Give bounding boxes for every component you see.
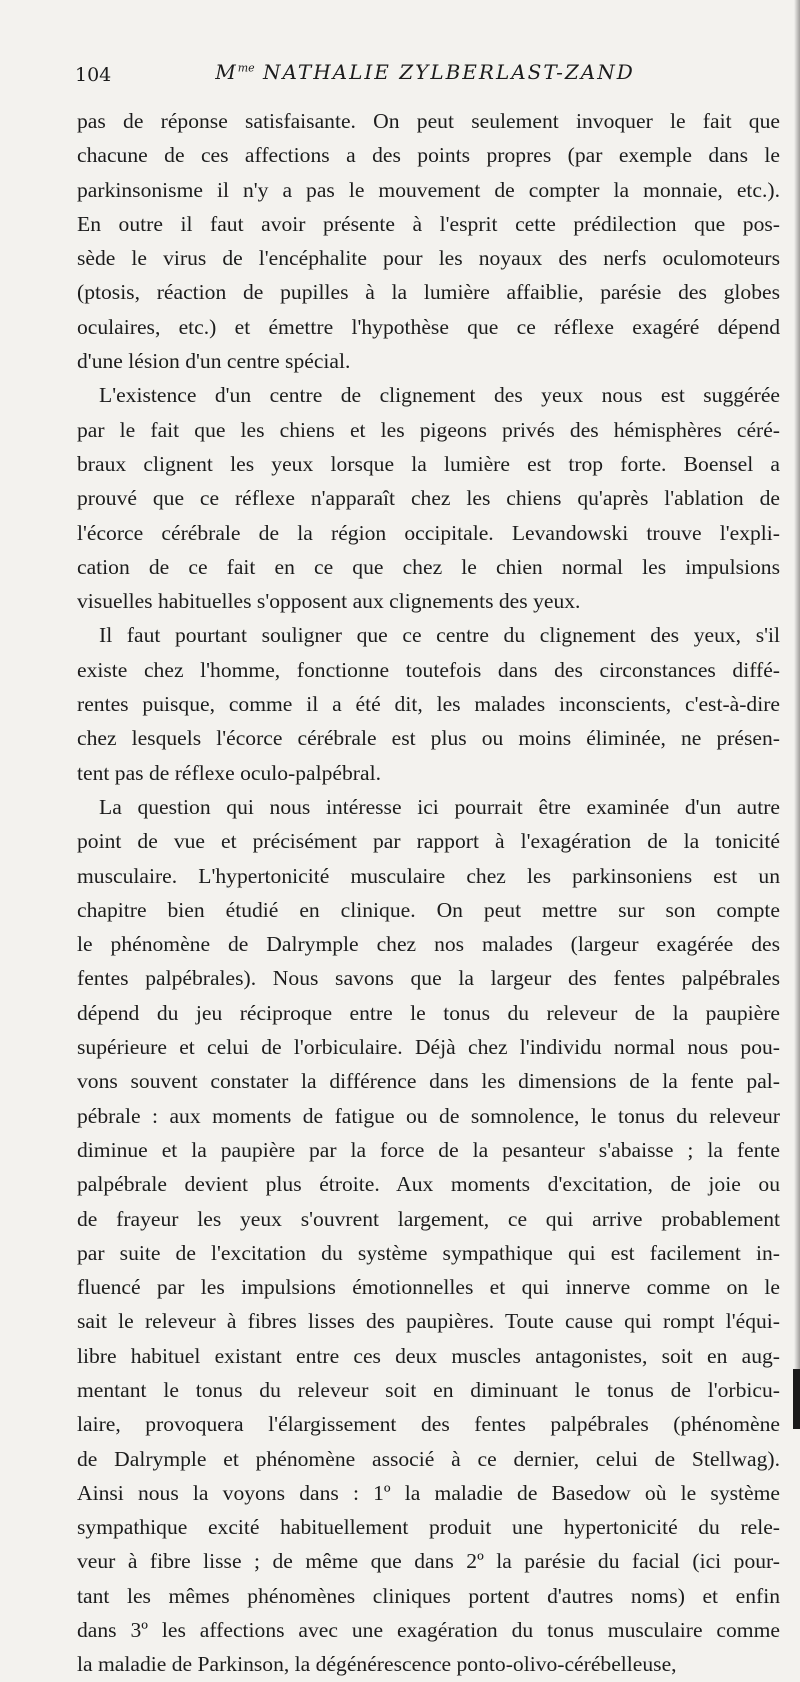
text-line: pébrale : aux moments de fatigue ou de somnolence, le tonus du releveur xyxy=(77,1103,780,1128)
text-line: cation de ce fait en ce que chez le chien normal les impulsions xyxy=(77,554,780,579)
text-line: diminue et la paupière par la force de la pesanteur s'abaisse ; la fente xyxy=(77,1137,780,1162)
text-line: supérieure et celui de l'orbiculaire. Déjà chez l'individu normal nous pou- xyxy=(77,1035,780,1060)
scan-edge-shadow xyxy=(794,0,800,1429)
text-line: de frayeur les yeux s'ouvrent largement, ce qui arrive probablement xyxy=(77,1206,780,1231)
page-header xyxy=(75,60,775,90)
text-line: par suite de l'excitation du système sympathique qui est facilement in- xyxy=(77,1240,780,1265)
running-head xyxy=(75,60,775,84)
text-line: chapitre bien étudié en clinique. On peut mettre sur son compte xyxy=(77,897,780,922)
text-line: laire, provoquera l'élargissement des fentes palpébrales (phénomène xyxy=(77,1412,780,1437)
text-line: musculaire. L'hypertonicité musculaire chez les parkinsoniens est un xyxy=(77,863,780,888)
text-line: Ainsi nous la voyons dans : 1º la maladie de Basedow où le système xyxy=(77,1480,780,1505)
text-line: mentant le tonus du releveur soit en diminuant le tonus de l'orbicu- xyxy=(77,1377,780,1402)
text-line: dans 3º les affections avec une exagération du tonus musculaire comme xyxy=(77,1618,780,1643)
text-line: existe chez l'homme, fonctionne toutefois dans des circonstances diffé- xyxy=(77,657,780,682)
text-line: tant les mêmes phénomènes cliniques portent d'autres noms) et enfin xyxy=(77,1583,780,1608)
text-line: (ptosis, réaction de pupilles à la lumière affaiblie, parésie des globes xyxy=(77,280,780,305)
text-line: de Dalrymple et phénomène associé à ce dernier, celui de Stellwag). xyxy=(77,1446,780,1471)
page-number: 104 xyxy=(75,64,112,86)
text-line: En outre il faut avoir présente à l'esprit cette prédilection que pos- xyxy=(77,211,780,236)
text-line: veur à fibre lisse ; de même que dans 2º la parésie du facial (ici pour- xyxy=(77,1549,780,1574)
text-line: par le fait que les chiens et les pigeons privés des hémisphères céré- xyxy=(77,417,780,442)
text-line: point de vue et précisément par rapport à l'exagération de la tonicité xyxy=(77,829,780,854)
author-name: NATHALIE ZYLBERLAST-ZAND xyxy=(263,60,635,84)
author-title-sup: me xyxy=(237,61,255,75)
body-text xyxy=(77,104,780,1682)
text-line: sait le releveur à fibres lisses des paupières. Toute cause qui rompt l'équi- xyxy=(77,1309,780,1334)
text-line: oculaires, etc.) et émettre l'hypothèse que ce réflexe exagéré dépend xyxy=(77,314,780,339)
text-line: d'une lésion d'un centre spécial. xyxy=(77,349,351,374)
text-line: sympathique excité habituellement produit une hypertonicité du rele- xyxy=(77,1515,780,1540)
text-line: fluencé par les impulsions émotionnelles et qui innerve comme on le xyxy=(77,1275,780,1300)
text-line: chacune de ces affections a des points propres (par exemple dans le xyxy=(77,143,780,168)
text-line: sède le virus de l'encéphalite pour les noyaux des nerfs oculomoteurs xyxy=(77,246,780,271)
text-line: l'écorce cérébrale de la région occipitale. Levandowski trouve l'expli- xyxy=(77,520,780,545)
text-line: palpébrale devient plus étroite. Aux moments d'excitation, de joie ou xyxy=(77,1172,780,1197)
author-prefix: M xyxy=(215,60,238,84)
text-line: vons souvent constater la différence dans les dimensions de la fente pal- xyxy=(77,1069,780,1094)
text-line: prouvé que ce réflexe n'apparaît chez les chiens qu'après l'ablation de xyxy=(77,486,780,511)
text-line: rentes puisque, comme il a été dit, les malades inconscients, c'est-à-dire xyxy=(77,692,780,717)
text-line: tent pas de réflexe oculo-palpébral. xyxy=(77,760,381,785)
text-line: parkinsonisme il n'y a pas le mouvement de compter la monnaie, etc.). xyxy=(77,177,780,202)
text-line: la maladie de Parkinson, la dégénérescence ponto-olivo-cérébelleuse, xyxy=(77,1652,677,1677)
text-line: Il faut pourtant souligner que ce centre du clignement des yeux, s'il xyxy=(99,623,780,648)
text-line: L'existence d'un centre de clignement des yeux nous est suggérée xyxy=(99,383,780,408)
scan-edge-mark xyxy=(793,1369,800,1429)
text-line: fentes palpébrales). Nous savons que la largeur des fentes palpébrales xyxy=(77,966,780,991)
text-line: visuelles habituelles s'opposent aux clignements des yeux. xyxy=(77,589,581,614)
text-line: dépend du jeu réciproque entre le tonus du releveur de la paupière xyxy=(77,1000,780,1025)
text-line: chez lesquels l'écorce cérébrale est plus ou moins éliminée, ne présen- xyxy=(77,726,780,751)
text-line: pas de réponse satisfaisante. On peut seulement invoquer le fait que xyxy=(77,109,780,133)
text-line: le phénomène de Dalrymple chez nos malades (largeur exagérée des xyxy=(77,932,780,957)
text-line: braux clignent les yeux lorsque la lumière est trop forte. Boensel a xyxy=(77,451,780,476)
text-line: libre habituel existant entre ces deux muscles antagonistes, soit en aug- xyxy=(77,1343,780,1368)
text-line: La question qui nous intéresse ici pourrait être examinée d'un autre xyxy=(99,794,780,819)
